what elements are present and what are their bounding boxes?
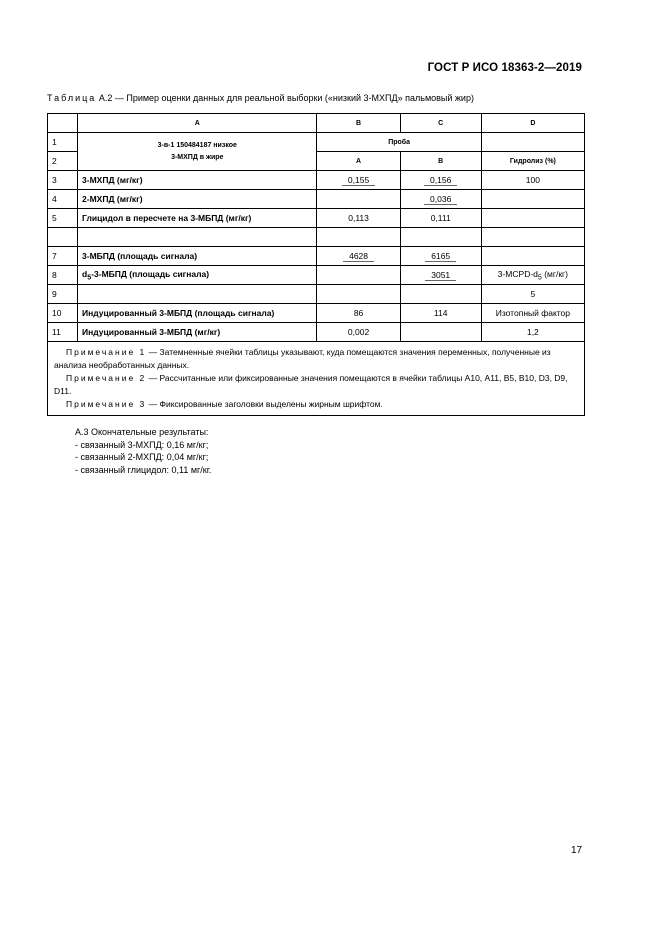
cell-c <box>400 228 481 247</box>
document-header: ГОСТ Р ИСО 18363-2—2019 <box>427 62 582 74</box>
cell-b: 4628 <box>343 251 374 262</box>
notes-row <box>48 342 585 416</box>
cell-a: Глицидол в пересчете на 3-МБПД (мг/кг) <box>78 209 317 228</box>
cell-b: 0,113 <box>317 209 400 228</box>
row-number: 3 <box>48 171 78 190</box>
cell-b <box>317 285 400 304</box>
note-1: Примечание 1 — Затемненные ячейки таблицы указывают, куда помещаются значения переменных, полученные из анализа необработанных данных. <box>54 347 551 370</box>
list-item: - связанный 2-МХПД: 0,04 мг/кг; <box>75 452 209 462</box>
cell-d: 100 <box>481 171 584 190</box>
table-row <box>48 266 585 285</box>
table-row <box>48 133 585 152</box>
cell-c: 0,156 <box>424 175 457 186</box>
col-header-b: B <box>317 114 400 133</box>
cell-a: 2-МХПД (мг/кг) <box>78 190 317 209</box>
caption-number: А.2 <box>98 93 113 103</box>
cell-d: Изотопный фактор <box>481 304 584 323</box>
row-number <box>48 228 78 247</box>
proba-header: Проба <box>317 133 481 152</box>
col-header-d: D <box>481 114 584 133</box>
table-header-row <box>48 114 585 133</box>
cell-b <box>317 228 400 247</box>
sub-header-hydrolysis: Гидролиз (%) <box>481 152 584 171</box>
notes-cell <box>48 342 585 416</box>
row-number: 10 <box>48 304 78 323</box>
cell-b: 86 <box>317 304 400 323</box>
sub-header-b: B <box>400 152 481 171</box>
cell-d <box>481 190 584 209</box>
cell-d: 1,2 <box>481 323 584 342</box>
cell-a: Индуцированный 3-МБПД (мг/кг) <box>78 323 317 342</box>
list-item: - связанный 3-МХПД: 0,16 мг/кг; <box>75 439 209 450</box>
row-number: 2 <box>48 152 78 171</box>
row-number: 9 <box>48 285 78 304</box>
cell-b <box>317 190 400 209</box>
cell-b: 0,155 <box>342 175 375 186</box>
table-caption <box>47 93 474 103</box>
cell-c: 114 <box>400 304 481 323</box>
cell-d: $3-MCPD-d_5$ (мг/кг) <box>481 266 584 285</box>
cell-a: 3-МХПД (мг/кг) <box>78 171 317 190</box>
table-row <box>48 247 585 266</box>
cell-d <box>481 247 584 266</box>
table-row <box>48 190 585 209</box>
cell-c: 0,036 <box>424 194 457 205</box>
caption-text: — Пример оценки данных для реальной выборки («низкий 3-МХПД» пальмовый жир) <box>114 93 474 103</box>
page-number: 17 <box>571 845 583 856</box>
cell-d <box>481 209 584 228</box>
cell-a <box>78 228 317 247</box>
row-number: 4 <box>48 190 78 209</box>
caption-label: Таблица <box>47 93 97 103</box>
note-2: Примечание 2 — Рассчитанные или фиксированные значения помещаются в ячейки таблицы А10, А11, В5, В10, D3, D9, D11. <box>54 373 568 396</box>
table-row <box>48 228 585 247</box>
cell-a: 3-МБПД (площадь сигнала) <box>78 247 317 266</box>
col-header-a: A <box>78 114 317 133</box>
table-row <box>48 171 585 190</box>
cell-a <box>78 285 317 304</box>
row-number: 7 <box>48 247 78 266</box>
table-row <box>48 285 585 304</box>
sub-header-a: A <box>317 152 400 171</box>
cell-a: Индуцированный 3-МБПД (площадь сигнала) <box>78 304 317 323</box>
row-number: 5 <box>48 209 78 228</box>
final-results <box>75 426 211 476</box>
row-number: 11 <box>48 323 78 342</box>
cell-d: 5 <box>481 285 584 304</box>
cell-c <box>400 323 481 342</box>
row-number: 1 <box>48 133 78 152</box>
col-header-c: C <box>400 114 481 133</box>
cell-b <box>317 266 400 285</box>
cell-c: 6165 <box>425 251 456 262</box>
cell-a: $d_5-3$-МБПД (площадь сигнала) <box>78 266 317 285</box>
merged-title-line1: 3-в-1 150484187 низкое <box>157 141 237 149</box>
row-number: 8 <box>48 266 78 285</box>
cell-c <box>400 285 481 304</box>
table-row <box>48 304 585 323</box>
cell-d <box>481 228 584 247</box>
data-table <box>47 113 585 416</box>
merged-title-cell <box>78 133 317 171</box>
cell-c: 0,111 <box>400 209 481 228</box>
cell-c: 3051 <box>425 270 456 281</box>
merged-title-line2: 3-МХПД в жире <box>171 153 224 161</box>
table-row <box>48 323 585 342</box>
cell-b: 0,002 <box>317 323 400 342</box>
note-3: Примечание 3 — Фиксированные заголовки выделены жирным шрифтом. <box>66 399 383 409</box>
table-row <box>48 209 585 228</box>
list-item: - связанный глицидол: 0,11 мг/кг. <box>75 464 212 475</box>
results-title: А.3 Окончательные результаты: <box>75 427 209 437</box>
